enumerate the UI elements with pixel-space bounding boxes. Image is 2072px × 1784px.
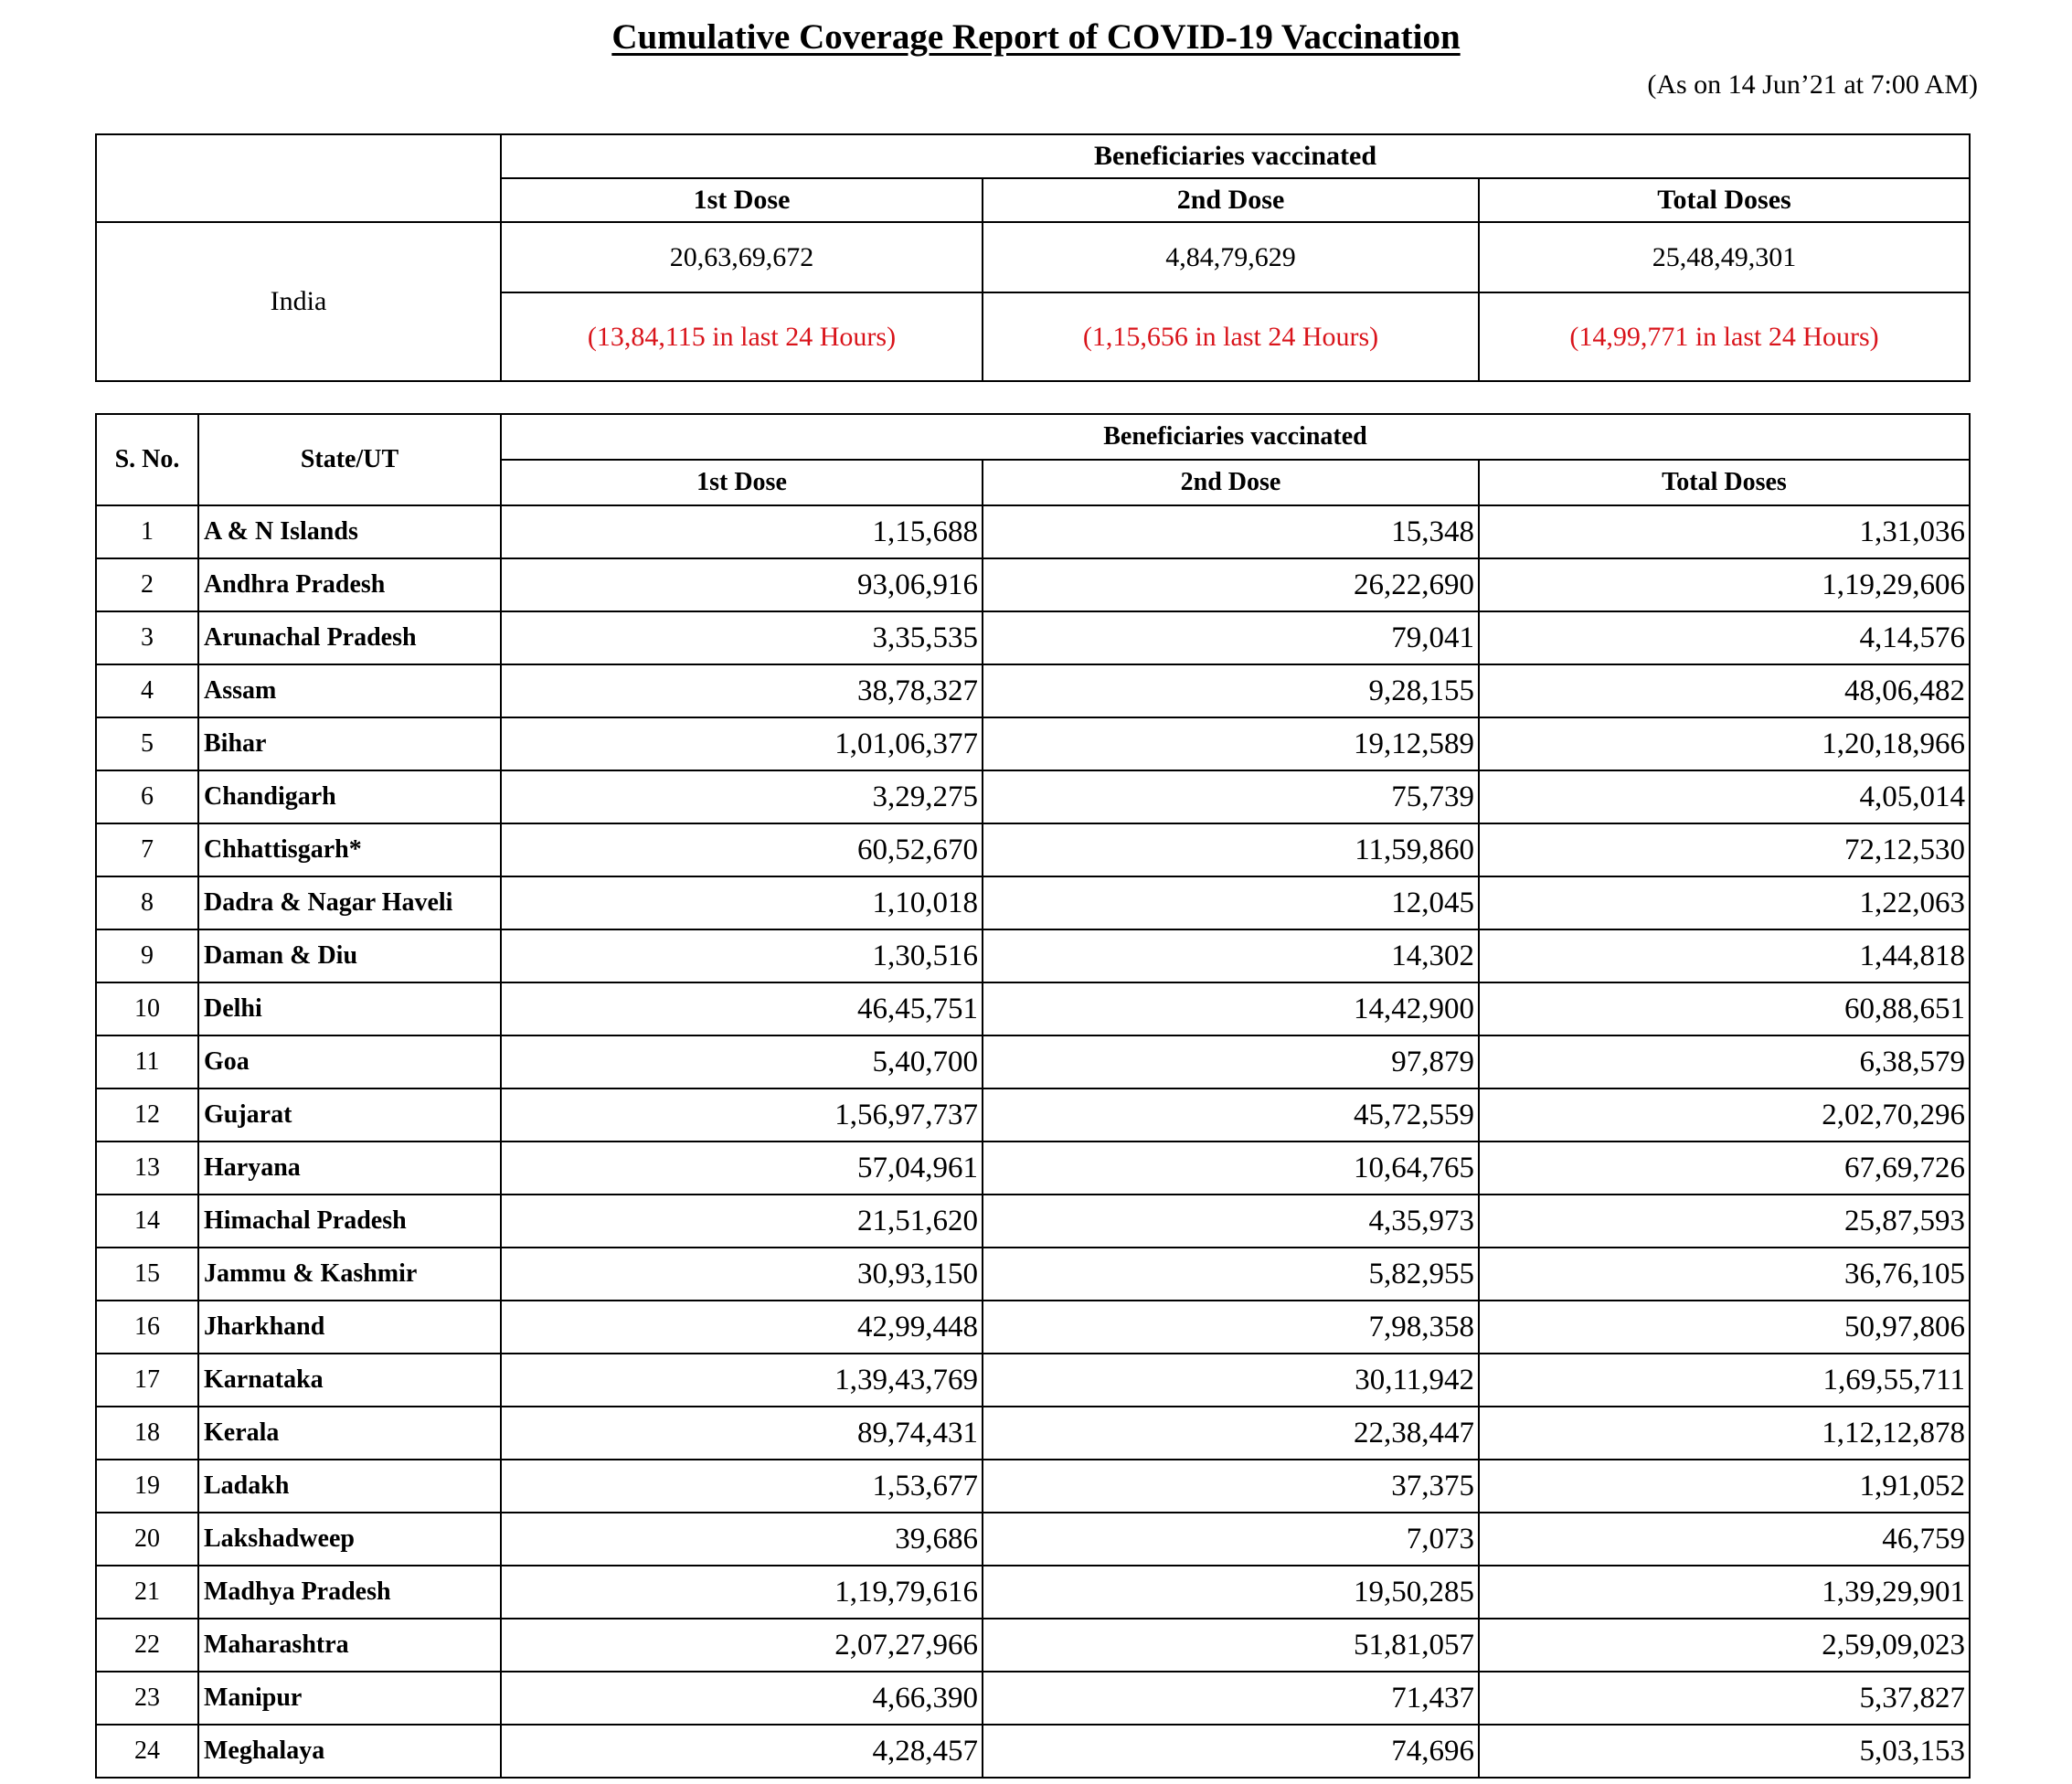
row-dose2: 75,739 bbox=[983, 770, 1479, 823]
table-row bbox=[96, 876, 1970, 929]
row-total: 2,02,70,296 bbox=[1479, 1088, 1970, 1142]
row-dose2: 5,82,955 bbox=[983, 1248, 1479, 1301]
row-dose2: 4,35,973 bbox=[983, 1195, 1479, 1248]
row-total: 2,59,09,023 bbox=[1479, 1619, 1970, 1672]
row-state: Madhya Pradesh bbox=[198, 1566, 501, 1619]
row-state: Arunachal Pradesh bbox=[198, 611, 501, 664]
row-sno: 15 bbox=[96, 1248, 198, 1301]
row-total: 1,91,052 bbox=[1479, 1460, 1970, 1513]
row-dose2: 97,879 bbox=[983, 1035, 1479, 1088]
row-sno: 5 bbox=[96, 717, 198, 770]
table-row bbox=[96, 1301, 1970, 1354]
table-row bbox=[96, 770, 1970, 823]
table-row bbox=[96, 1672, 1970, 1725]
row-sno: 2 bbox=[96, 558, 198, 611]
summary-corner-cell bbox=[96, 134, 501, 222]
row-dose2: 30,11,942 bbox=[983, 1354, 1479, 1407]
table-row bbox=[96, 1513, 1970, 1566]
row-total: 1,31,036 bbox=[1479, 505, 1970, 558]
row-dose1: 38,78,327 bbox=[501, 664, 983, 717]
row-sno: 14 bbox=[96, 1195, 198, 1248]
row-dose1: 1,39,43,769 bbox=[501, 1354, 983, 1407]
row-total: 72,12,530 bbox=[1479, 823, 1970, 876]
table-row bbox=[96, 1035, 1970, 1088]
row-sno: 4 bbox=[96, 664, 198, 717]
row-state: Chhattisgarh* bbox=[198, 823, 501, 876]
row-total: 1,20,18,966 bbox=[1479, 717, 1970, 770]
row-total: 50,97,806 bbox=[1479, 1301, 1970, 1354]
row-state: Manipur bbox=[198, 1672, 501, 1725]
row-dose1: 1,10,018 bbox=[501, 876, 983, 929]
row-sno: 11 bbox=[96, 1035, 198, 1088]
col-header-dose1: 1st Dose bbox=[501, 460, 983, 505]
table-row bbox=[96, 1248, 1970, 1301]
row-dose1: 4,66,390 bbox=[501, 1672, 983, 1725]
row-dose2: 7,073 bbox=[983, 1513, 1479, 1566]
row-total: 5,37,827 bbox=[1479, 1672, 1970, 1725]
summary-col-total: Total Doses bbox=[1479, 178, 1970, 222]
table-row bbox=[96, 929, 1970, 982]
row-dose2: 74,696 bbox=[983, 1725, 1479, 1778]
row-state: Karnataka bbox=[198, 1354, 501, 1407]
row-dose2: 10,64,765 bbox=[983, 1142, 1479, 1195]
row-dose1: 2,07,27,966 bbox=[501, 1619, 983, 1672]
row-state: Dadra & Nagar Haveli bbox=[198, 876, 501, 929]
table-row bbox=[96, 558, 1970, 611]
row-sno: 16 bbox=[96, 1301, 198, 1354]
row-total: 1,22,063 bbox=[1479, 876, 1970, 929]
row-dose1: 21,51,620 bbox=[501, 1195, 983, 1248]
table-row bbox=[96, 1142, 1970, 1195]
table-row bbox=[96, 664, 1970, 717]
col-group-header: Beneficiaries vaccinated bbox=[501, 414, 1970, 460]
col-header-dose2: 2nd Dose bbox=[983, 460, 1479, 505]
summary-country: India bbox=[96, 222, 501, 381]
summary-col-dose2: 2nd Dose bbox=[983, 178, 1479, 222]
table-row bbox=[96, 1566, 1970, 1619]
row-state: Meghalaya bbox=[198, 1725, 501, 1778]
row-dose2: 26,22,690 bbox=[983, 558, 1479, 611]
row-total: 1,19,29,606 bbox=[1479, 558, 1970, 611]
summary-dose2-total: 4,84,79,629 bbox=[983, 222, 1479, 292]
table-row bbox=[96, 1195, 1970, 1248]
row-dose2: 51,81,057 bbox=[983, 1619, 1479, 1672]
summary-doses-total: 25,48,49,301 bbox=[1479, 222, 1970, 292]
row-sno: 21 bbox=[96, 1566, 198, 1619]
summary-group-header: Beneficiaries vaccinated bbox=[501, 134, 1970, 178]
state-coverage-table bbox=[95, 413, 1971, 1779]
row-state: Andhra Pradesh bbox=[198, 558, 501, 611]
row-sno: 9 bbox=[96, 929, 198, 982]
row-sno: 23 bbox=[96, 1672, 198, 1725]
row-dose1: 1,01,06,377 bbox=[501, 717, 983, 770]
row-total: 48,06,482 bbox=[1479, 664, 1970, 717]
row-dose1: 60,52,670 bbox=[501, 823, 983, 876]
row-sno: 1 bbox=[96, 505, 198, 558]
row-sno: 6 bbox=[96, 770, 198, 823]
row-state: Kerala bbox=[198, 1407, 501, 1460]
row-total: 1,69,55,711 bbox=[1479, 1354, 1970, 1407]
row-total: 1,44,818 bbox=[1479, 929, 1970, 982]
row-state: Maharashtra bbox=[198, 1619, 501, 1672]
summary-col-dose1: 1st Dose bbox=[501, 178, 983, 222]
row-dose1: 1,19,79,616 bbox=[501, 1566, 983, 1619]
row-state: Assam bbox=[198, 664, 501, 717]
row-sno: 24 bbox=[96, 1725, 198, 1778]
table-row bbox=[96, 717, 1970, 770]
row-state: Chandigarh bbox=[198, 770, 501, 823]
table-row bbox=[96, 1354, 1970, 1407]
table-row bbox=[96, 1407, 1970, 1460]
row-dose1: 3,29,275 bbox=[501, 770, 983, 823]
row-state: Gujarat bbox=[198, 1088, 501, 1142]
row-sno: 3 bbox=[96, 611, 198, 664]
row-total: 60,88,651 bbox=[1479, 982, 1970, 1035]
row-total: 1,39,29,901 bbox=[1479, 1566, 1970, 1619]
row-total: 46,759 bbox=[1479, 1513, 1970, 1566]
row-total: 36,76,105 bbox=[1479, 1248, 1970, 1301]
table-row bbox=[96, 982, 1970, 1035]
row-state: Daman & Diu bbox=[198, 929, 501, 982]
row-total: 5,03,153 bbox=[1479, 1725, 1970, 1778]
row-dose1: 39,686 bbox=[501, 1513, 983, 1566]
report-title: Cumulative Coverage Report of COVID-19 Vaccination bbox=[611, 17, 1461, 57]
row-dose2: 37,375 bbox=[983, 1460, 1479, 1513]
row-dose2: 7,98,358 bbox=[983, 1301, 1479, 1354]
table-row bbox=[96, 1088, 1970, 1142]
row-dose2: 12,045 bbox=[983, 876, 1479, 929]
table-row bbox=[96, 611, 1970, 664]
row-state: Lakshadweep bbox=[198, 1513, 501, 1566]
row-sno: 12 bbox=[96, 1088, 198, 1142]
row-dose2: 11,59,860 bbox=[983, 823, 1479, 876]
row-dose2: 19,12,589 bbox=[983, 717, 1479, 770]
row-sno: 7 bbox=[96, 823, 198, 876]
table-row bbox=[96, 823, 1970, 876]
row-dose1: 5,40,700 bbox=[501, 1035, 983, 1088]
row-sno: 18 bbox=[96, 1407, 198, 1460]
col-header-state: State/UT bbox=[198, 414, 501, 505]
summary-dose1-last24: (13,84,115 in last 24 Hours) bbox=[501, 292, 983, 381]
row-dose2: 45,72,559 bbox=[983, 1088, 1479, 1142]
row-state: Himachal Pradesh bbox=[198, 1195, 501, 1248]
row-dose1: 3,35,535 bbox=[501, 611, 983, 664]
row-total: 6,38,579 bbox=[1479, 1035, 1970, 1088]
row-dose1: 57,04,961 bbox=[501, 1142, 983, 1195]
row-dose1: 4,28,457 bbox=[501, 1725, 983, 1778]
row-dose2: 9,28,155 bbox=[983, 664, 1479, 717]
row-dose1: 1,53,677 bbox=[501, 1460, 983, 1513]
row-dose1: 1,56,97,737 bbox=[501, 1088, 983, 1142]
row-sno: 13 bbox=[96, 1142, 198, 1195]
row-dose2: 22,38,447 bbox=[983, 1407, 1479, 1460]
row-dose2: 14,302 bbox=[983, 929, 1479, 982]
row-total: 25,87,593 bbox=[1479, 1195, 1970, 1248]
table-row bbox=[96, 1619, 1970, 1672]
row-sno: 10 bbox=[96, 982, 198, 1035]
row-dose1: 30,93,150 bbox=[501, 1248, 983, 1301]
summary-dose2-last24: (1,15,656 in last 24 Hours) bbox=[983, 292, 1479, 381]
row-dose1: 1,15,688 bbox=[501, 505, 983, 558]
row-state: Jharkhand bbox=[198, 1301, 501, 1354]
report-date: (As on 14 Jun’21 at 7:00 AM) bbox=[1647, 69, 1978, 100]
row-state: Bihar bbox=[198, 717, 501, 770]
col-header-sno: S. No. bbox=[96, 414, 198, 505]
summary-dose1-total: 20,63,69,672 bbox=[501, 222, 983, 292]
row-sno: 17 bbox=[96, 1354, 198, 1407]
table-row bbox=[96, 1725, 1970, 1778]
row-state: Delhi bbox=[198, 982, 501, 1035]
row-total: 67,69,726 bbox=[1479, 1142, 1970, 1195]
row-dose1: 42,99,448 bbox=[501, 1301, 983, 1354]
row-sno: 8 bbox=[96, 876, 198, 929]
india-summary-table bbox=[95, 133, 1971, 382]
row-dose2: 19,50,285 bbox=[983, 1566, 1479, 1619]
row-total: 4,14,576 bbox=[1479, 611, 1970, 664]
row-sno: 19 bbox=[96, 1460, 198, 1513]
table-row bbox=[96, 505, 1970, 558]
row-total: 1,12,12,878 bbox=[1479, 1407, 1970, 1460]
row-state: Ladakh bbox=[198, 1460, 501, 1513]
row-dose1: 46,45,751 bbox=[501, 982, 983, 1035]
row-sno: 20 bbox=[96, 1513, 198, 1566]
row-state: Jammu & Kashmir bbox=[198, 1248, 501, 1301]
row-total: 4,05,014 bbox=[1479, 770, 1970, 823]
col-header-total: Total Doses bbox=[1479, 460, 1970, 505]
table-row bbox=[96, 1460, 1970, 1513]
row-dose1: 93,06,916 bbox=[501, 558, 983, 611]
row-dose2: 14,42,900 bbox=[983, 982, 1479, 1035]
row-dose2: 79,041 bbox=[983, 611, 1479, 664]
row-sno: 22 bbox=[96, 1619, 198, 1672]
row-dose2: 71,437 bbox=[983, 1672, 1479, 1725]
row-state: Haryana bbox=[198, 1142, 501, 1195]
summary-total-last24: (14,99,771 in last 24 Hours) bbox=[1479, 292, 1970, 381]
row-state: Goa bbox=[198, 1035, 501, 1088]
row-dose1: 1,30,516 bbox=[501, 929, 983, 982]
row-dose2: 15,348 bbox=[983, 505, 1479, 558]
row-state: A & N Islands bbox=[198, 505, 501, 558]
row-dose1: 89,74,431 bbox=[501, 1407, 983, 1460]
